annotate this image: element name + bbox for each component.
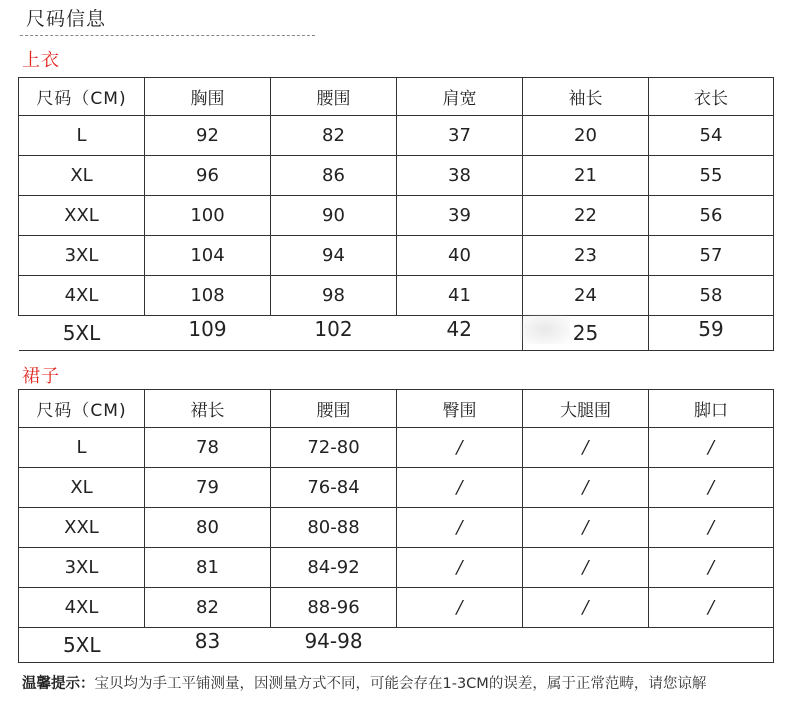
value-cell: 39 <box>397 196 523 236</box>
value-cell: 76-84 <box>271 468 397 508</box>
value-cell: 96 <box>145 156 271 196</box>
table-row <box>19 156 774 196</box>
value-cell: 38 <box>397 156 523 196</box>
value-cell <box>397 316 523 351</box>
value-cell: 57 <box>649 236 774 276</box>
value-cell: 25 <box>523 316 649 351</box>
header-cell: 尺码（CM) <box>19 390 145 428</box>
value-cell <box>397 628 523 663</box>
value-cell <box>649 316 774 351</box>
value-cell: 92 <box>145 116 271 156</box>
size-cell: 4XL <box>19 588 145 628</box>
value-text: 83 <box>194 629 221 653</box>
value-cell: / <box>397 548 523 588</box>
value-cell: 90 <box>271 196 397 236</box>
value-cell: / <box>397 428 523 468</box>
page-title: 尺码信息 <box>26 8 107 30</box>
value-cell: 82 <box>271 116 397 156</box>
header-cell: 臀围 <box>397 390 523 428</box>
skirt-size-table <box>18 389 774 663</box>
value-cell: 80-88 <box>271 508 397 548</box>
table-row <box>19 468 774 508</box>
value-cell: 24 <box>523 276 649 316</box>
value-cell: / <box>649 428 774 468</box>
value-text: 94-98 <box>304 629 363 653</box>
value-cell: / <box>649 468 774 508</box>
value-cell: / <box>397 588 523 628</box>
header-cell: 腰围 <box>271 78 397 116</box>
title-divider <box>20 35 315 36</box>
table-row <box>19 116 774 156</box>
value-cell: / <box>649 548 774 588</box>
value-cell: 22 <box>523 196 649 236</box>
table-row <box>19 236 774 276</box>
value-cell: 55 <box>649 156 774 196</box>
value-cell: 94 <box>271 236 397 276</box>
table-row <box>19 316 774 351</box>
value-cell: 72-80 <box>271 428 397 468</box>
size-cell: XXL <box>19 196 145 236</box>
header-cell: 胸围 <box>145 78 271 116</box>
value-cell: 80 <box>145 508 271 548</box>
size-cell: XL <box>19 156 145 196</box>
value-cell: / <box>523 548 649 588</box>
value-cell: 21 <box>523 156 649 196</box>
table-row <box>19 548 774 588</box>
value-cell: 41 <box>397 276 523 316</box>
value-cell: / <box>397 508 523 548</box>
value-cell: 56 <box>649 196 774 236</box>
value-cell: 81 <box>145 548 271 588</box>
size-cell: 5XL <box>19 628 145 663</box>
blend-smudge <box>520 314 570 344</box>
value-text: 59 <box>698 317 724 341</box>
value-cell: / <box>523 508 649 548</box>
size-cell: XL <box>19 468 145 508</box>
table-row <box>19 628 774 663</box>
value-cell: 20 <box>523 116 649 156</box>
table-row <box>19 428 774 468</box>
value-cell: 23 <box>523 236 649 276</box>
value-cell <box>523 628 649 663</box>
value-cell: 86 <box>271 156 397 196</box>
skirt-section-title: 裙子 <box>22 366 60 387</box>
value-cell: 37 <box>397 116 523 156</box>
header-cell: 袖长 <box>523 78 649 116</box>
size-cell: L <box>19 116 145 156</box>
size-cell: XXL <box>19 508 145 548</box>
header-cell: 大腿围 <box>523 390 649 428</box>
note-text: 宝贝均为手工平铺测量，因测量方式不同，可能会存在1-3CM的误差，属于正常范畴，请您谅解 <box>94 676 707 692</box>
value-cell: 58 <box>649 276 774 316</box>
header-cell: 衣长 <box>649 78 774 116</box>
value-cell: 54 <box>649 116 774 156</box>
value-cell: 82 <box>145 588 271 628</box>
value-cell <box>271 316 397 351</box>
header-cell: 尺码（CM) <box>19 78 145 116</box>
value-cell: / <box>523 428 649 468</box>
value-cell: / <box>523 588 649 628</box>
table-header-row <box>19 390 774 428</box>
value-cell: 78 <box>145 428 271 468</box>
header-cell: 腰围 <box>271 390 397 428</box>
value-cell: 88-96 <box>271 588 397 628</box>
note-label: 温馨提示： <box>22 676 95 692</box>
value-cell: 79 <box>145 468 271 508</box>
value-cell: 100 <box>145 196 271 236</box>
value-cell <box>145 628 271 663</box>
value-cell: / <box>649 588 774 628</box>
header-cell: 脚口 <box>649 390 774 428</box>
value-text: 42 <box>446 317 472 341</box>
size-cell: 3XL <box>19 548 145 588</box>
table-row <box>19 588 774 628</box>
tops-size-table <box>18 77 774 351</box>
table-header-row <box>19 78 774 116</box>
header-cell: 裙长 <box>145 390 271 428</box>
value-cell: / <box>523 468 649 508</box>
table-row <box>19 196 774 236</box>
table-row <box>19 276 774 316</box>
size-cell: L <box>19 428 145 468</box>
value-text: 109 <box>188 317 227 341</box>
table-row <box>19 508 774 548</box>
value-cell: 98 <box>271 276 397 316</box>
value-cell <box>271 628 397 663</box>
size-cell: 4XL <box>19 276 145 316</box>
value-cell <box>145 316 271 351</box>
value-cell: 84-92 <box>271 548 397 588</box>
value-text: 102 <box>314 317 353 341</box>
size-cell: 5XL <box>19 316 145 351</box>
tops-section-title: 上衣 <box>22 50 60 71</box>
value-cell: 40 <box>397 236 523 276</box>
value-cell <box>649 628 774 663</box>
value-cell: / <box>397 468 523 508</box>
size-cell: 3XL <box>19 236 145 276</box>
measurement-note <box>22 672 706 693</box>
value-cell: 108 <box>145 276 271 316</box>
header-cell: 肩宽 <box>397 78 523 116</box>
value-cell: 104 <box>145 236 271 276</box>
value-cell: / <box>649 508 774 548</box>
